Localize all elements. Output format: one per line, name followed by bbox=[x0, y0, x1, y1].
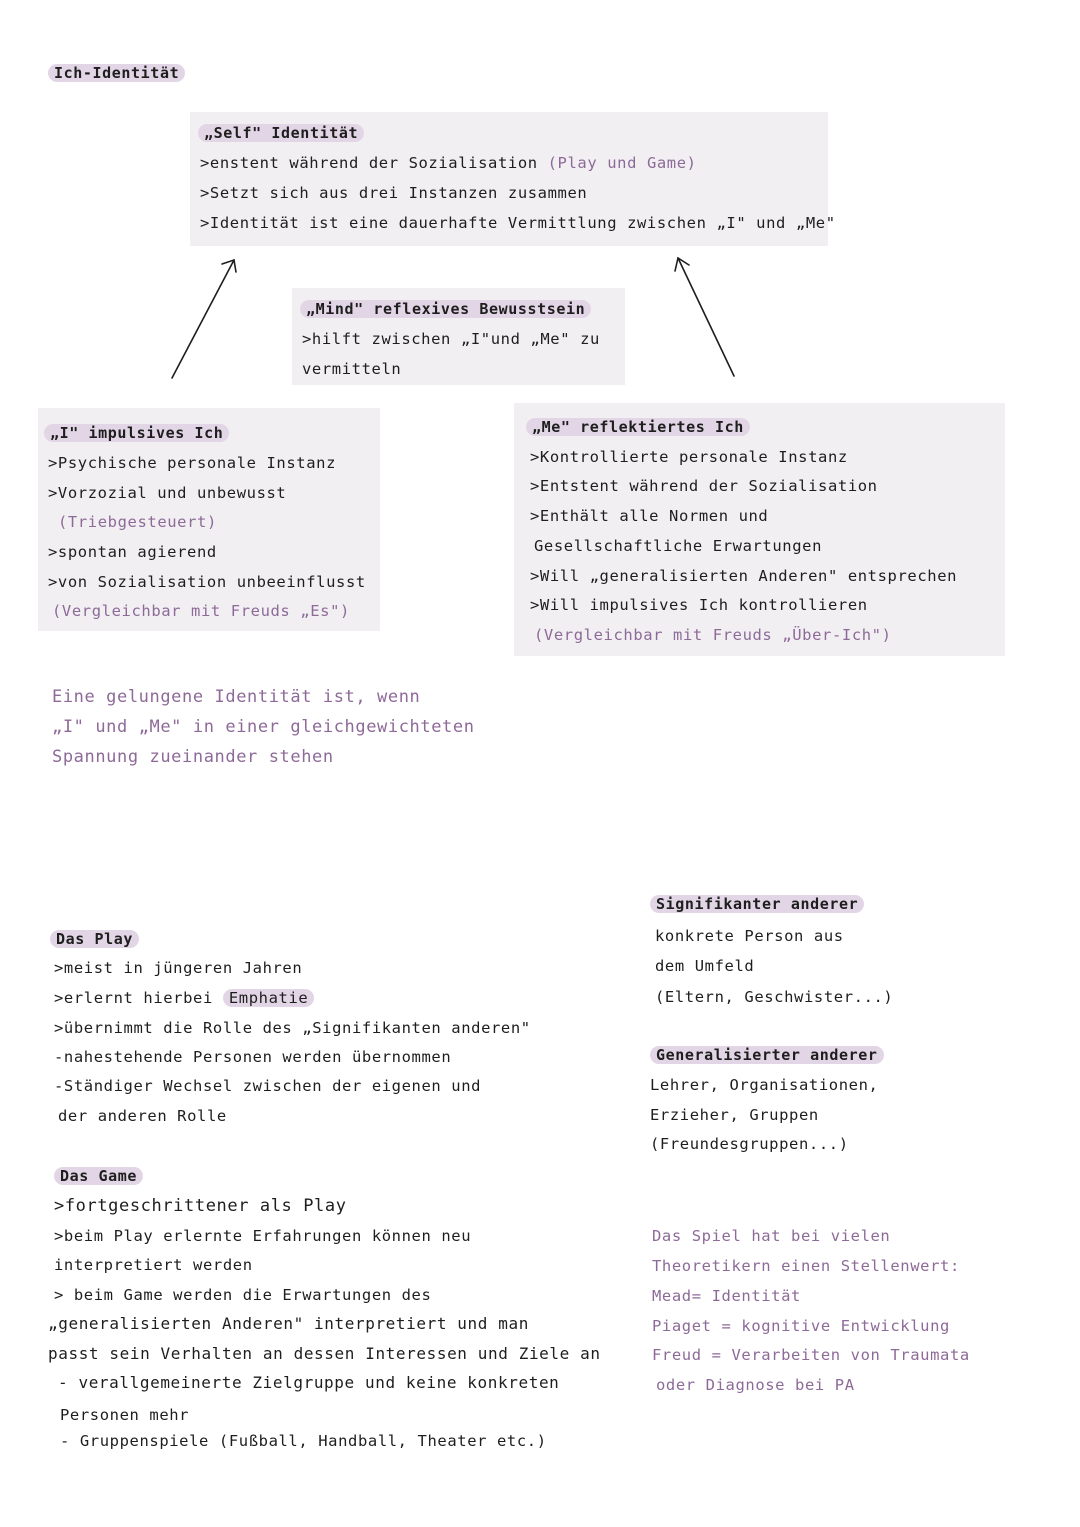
theorists-line-3: Mead= Identität bbox=[652, 1287, 801, 1305]
me-line-6: >Will impulsives Ich kontrollieren bbox=[530, 596, 868, 614]
mind-line-1: >hilft zwischen „I"und „Me" zu bbox=[302, 330, 600, 348]
significant-line-2: dem Umfeld bbox=[655, 957, 755, 975]
me-line-3: >Enthält alle Normen und bbox=[530, 507, 769, 525]
me-box bbox=[514, 403, 1005, 656]
play-line-3: >übernimmt die Rolle des „Signifikanten anderen" bbox=[54, 1019, 531, 1037]
play-line-6: der anderen Rolle bbox=[58, 1107, 227, 1125]
page-title: Ich-Identität bbox=[48, 58, 185, 88]
me-line-1: >Kontrollierte personale Instanz bbox=[530, 448, 848, 466]
generalized-title: Generalisierter anderer bbox=[650, 1040, 884, 1070]
self-line-2: >Setzt sich aus drei Instanzen zusammen bbox=[200, 184, 588, 202]
game-line-3: interpretiert werden bbox=[54, 1256, 253, 1274]
play-line-4: -nahestehende Personen werden übernommen bbox=[54, 1048, 452, 1066]
game-line-7: - verallgemeinerte Zielgruppe und keine konkreten bbox=[58, 1373, 560, 1392]
play-title: Das Play bbox=[50, 924, 139, 954]
me-title: „Me" reflektiertes Ich bbox=[526, 412, 750, 442]
significant-title: Signifikanter anderer bbox=[650, 889, 864, 919]
self-note: (Play und Game) bbox=[547, 154, 697, 172]
generalized-line-1: Lehrer, Organisationen, bbox=[650, 1076, 879, 1094]
self-line-3: >Identität ist eine dauerhafte Vermittlung zwischen „I" und „Me" bbox=[200, 214, 836, 232]
significant-line-3: (Eltern, Geschwister...) bbox=[655, 988, 894, 1006]
balance-line-2: „I" und „Me" in einer gleichgewichteten bbox=[52, 717, 475, 737]
empathy-highlight: Emphatie bbox=[223, 989, 314, 1007]
game-line-2: >beim Play erlernte Erfahrungen können neu bbox=[54, 1227, 472, 1245]
i-line-4: >von Sozialisation unbeeinflusst bbox=[48, 573, 366, 591]
self-line-1: >enstent während der Sozialisation (Play und Game) bbox=[200, 154, 697, 172]
play-line-1: >meist in jüngeren Jahren bbox=[54, 959, 303, 977]
i-line-3: >spontan agierend bbox=[48, 543, 217, 561]
i-title: „I" impulsives Ich bbox=[44, 418, 229, 448]
i-line-2: >Vorzozial und unbewusst bbox=[48, 484, 287, 502]
generalized-line-2: Erzieher, Gruppen bbox=[650, 1106, 819, 1124]
i-note-1: (Triebgesteuert) bbox=[58, 513, 217, 531]
game-line-1: >fortgeschrittener als Play bbox=[54, 1196, 347, 1216]
arrow-me-to-self bbox=[678, 258, 734, 376]
theorists-line-4: Piaget = kognitive Entwicklung bbox=[652, 1317, 950, 1335]
play-line-2: >erlernt hierbei Emphatie bbox=[54, 983, 314, 1013]
game-line-9: - Gruppenspiele (Fußball, Handball, Theater etc.) bbox=[60, 1432, 547, 1450]
balance-line-3: Spannung zueinander stehen bbox=[52, 747, 334, 767]
game-line-8: Personen mehr bbox=[60, 1406, 190, 1424]
me-note: (Vergleichbar mit Freuds „Über-Ich") bbox=[534, 626, 892, 644]
play-line-5: -Ständiger Wechsel zwischen der eigenen und bbox=[54, 1077, 482, 1095]
theorists-line-1: Das Spiel hat bei vielen bbox=[652, 1227, 891, 1245]
theorists-line-5: Freud = Verarbeiten von Traumata bbox=[652, 1346, 970, 1364]
significant-line-1: konkrete Person aus bbox=[655, 927, 844, 945]
generalized-line-3: (Freundesgruppen...) bbox=[650, 1135, 849, 1153]
arrow-i-to-self bbox=[172, 260, 234, 378]
balance-line-1: Eine gelungene Identität ist, wenn bbox=[52, 687, 421, 707]
me-line-5: >Will „generalisierten Anderen" entsprechen bbox=[530, 567, 958, 585]
self-identity-title: „Self" Identität bbox=[198, 118, 364, 148]
i-note-2: (Vergleichbar mit Freuds „Es") bbox=[52, 602, 350, 620]
i-line-1: >Psychische personale Instanz bbox=[48, 454, 337, 472]
game-line-5: „generalisierten Anderen" interpretiert und man bbox=[48, 1314, 529, 1333]
mind-box bbox=[292, 288, 625, 385]
game-line-4: > beim Game werden die Erwartungen des bbox=[54, 1286, 432, 1304]
me-line-4: Gesellschaftliche Erwartungen bbox=[534, 537, 823, 555]
theorists-line-2: Theoretikern einen Stellenwert: bbox=[652, 1257, 960, 1275]
theorists-line-6: oder Diagnose bei PA bbox=[656, 1376, 855, 1394]
game-title: Das Game bbox=[54, 1161, 143, 1191]
game-line-6: passt sein Verhalten an dessen Interessen und Ziele an bbox=[48, 1344, 601, 1363]
i-box bbox=[38, 408, 380, 631]
mind-title: „Mind" reflexives Bewusstsein bbox=[300, 294, 591, 324]
mind-line-2: vermitteln bbox=[302, 360, 402, 378]
me-line-2: >Entstent während der Sozialisation bbox=[530, 477, 878, 495]
